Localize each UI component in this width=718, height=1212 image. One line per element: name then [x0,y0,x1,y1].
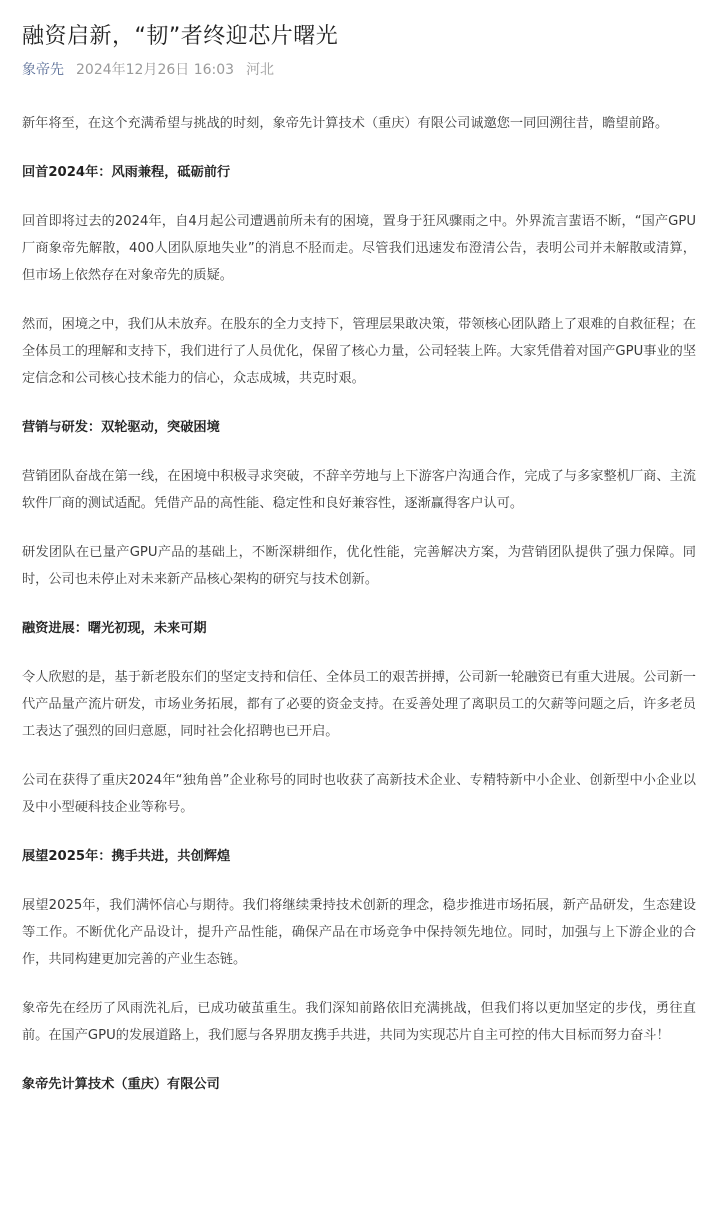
paragraph-intro: 新年将至，在这个充满希望与挑战的时刻，象帝先计算技术（重庆）有限公司诚邀您一同回溯往昔，瞻望前路。 [22,116,669,131]
paragraph: 研发团队在已量产GPU产品的基础上，不断深耕细作，优化性能，完善解决方案，为营销团队提供了强力保障。同时，公司也未停止对未来新产品核心架构的研究与技术创新。 [22,545,696,587]
article-meta [22,60,696,80]
publish-date: 2024年12月26日 16:03 [76,62,235,78]
paragraph: 展望2025年，我们满怀信心与期待。我们将继续秉持技术创新的理念，稳步推进市场拓展，新产品研发，生态建设等工作。不断优化产品设计，提升产品性能，确保产品在市场竞争中保持领先地位。同时，加强与上下游企业的合作，共同构建更加完善的产业生态链。 [22,898,696,967]
paragraph: 然而，困境之中，我们从未放弃。在股东的全力支持下，管理层果敢决策，带领核心团队踏上了艰难的自救征程；在全体员工的理解和支持下，我们进行了人员优化，保留了核心力量，公司轻装上阵。大家凭借着对国产GPU事业的坚定信念和公司核心技术能力的信心，众志成城，共克时艰。 [22,317,697,386]
paragraph: 象帝先在经历了风雨洗礼后，已成功破茧重生。我们深知前路依旧充满挑战，但我们将以更加坚定的步伐，勇往直前。在国产GPU的发展道路上，我们愿与各界朋友携手共进，共同为实现芯片自主可控的伟大目标而努力奋斗！ [22,1001,696,1043]
paragraph: 营销团队奋战在第一线，在困境中积极寻求突破，不辞辛劳地与上下游客户沟通合作，完成了与多家整机厂商、主流软件厂商的测试适配。凭借产品的高性能、稳定性和良好兼容性，逐渐赢得客户认可。 [22,469,696,511]
publish-location: 河北 [246,62,275,78]
section-heading-marketing-rd: 营销与研发：双轮驱动，突破困境 [22,420,220,435]
paragraph: 公司在获得了重庆2024年“独角兽”企业称号的同时也收获了高新技术企业、专精特新中小企业、创新型中小企业以及中小型硬科技企业等称号。 [22,773,696,815]
section-heading-financing: 融资进展：曙光初现，未来可期 [22,621,207,636]
paragraph: 令人欣慰的是，基于新老股东们的坚定支持和信任、全体员工的艰苦拼搏，公司新一轮融资已有重大进展。公司新一代产品量产流片研发，市场业务拓展，都有了必要的资金支持。在妥善处理了离职员工的欠薪等问题之后，许多老员工表达了强烈的回归意愿，同时社会化招聘也已开启。 [22,670,696,739]
section-heading-outlook-2025: 展望2025年：携手共进，共创辉煌 [22,849,231,864]
article-body [22,110,696,1098]
signature-company: 象帝先计算技术（重庆）有限公司 [22,1077,220,1092]
article-title: 融资启新，“韧”者终迎芯片曙光 [22,24,339,49]
section-heading-review-2024: 回首2024年：风雨兼程，砥砺前行 [22,165,231,180]
author-link[interactable]: 象帝先 [22,62,64,78]
paragraph: 回首即将过去的2024年，自4月起公司遭遇前所未有的困境，置身于狂风骤雨之中。外界流言蜚语不断，“国产GPU厂商象帝先解散，400人团队原地失业”的消息不胫而走。尽管我们迅速发布澄清公告，表明公司并未解散或清算，但市场上依然存在对象帝先的质疑。 [22,214,696,283]
